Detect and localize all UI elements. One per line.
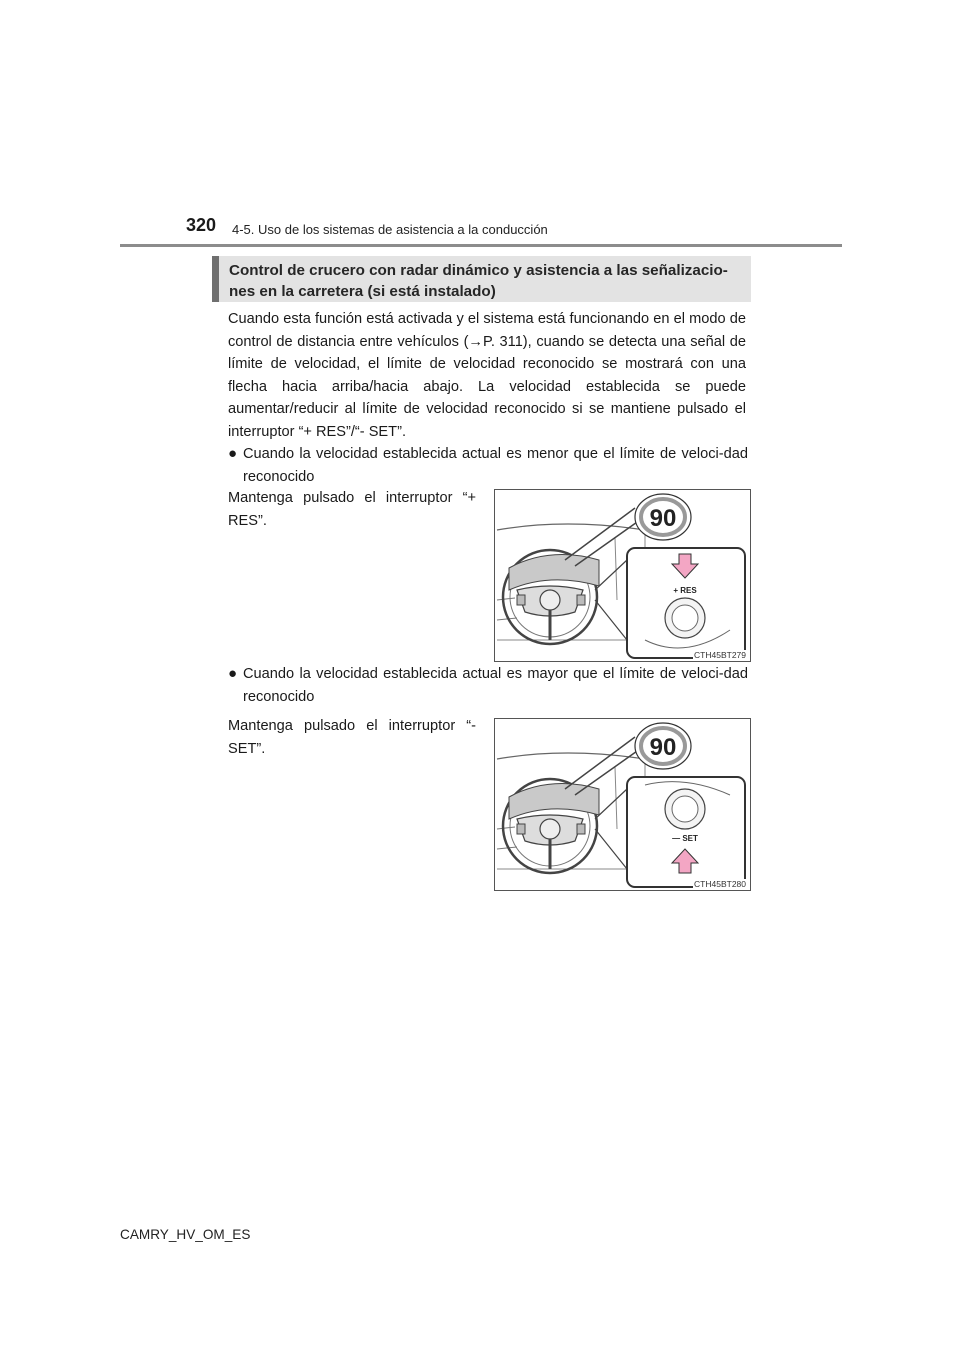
footer-doc-code: CAMRY_HV_OM_ES [120, 1227, 251, 1242]
speed-sign-value: 90 [649, 505, 677, 532]
bullet-text: Cuando la velocidad establecida actual es mayor que el límite de veloci-dad reconocido [243, 666, 748, 705]
instruction-2: Mantenga pulsado el interruptor “- SET”. [228, 718, 476, 757]
heading-line-1: Control de crucero con radar dinámico y asistencia a las señalizacio- [229, 262, 728, 279]
subsection-heading [212, 256, 751, 302]
figure-set-switch [494, 718, 751, 891]
body-paragraph: Cuando esta función está activada y el sistema está funcionando en el modo de control de distancia entre vehículos (→P. 311), cuando se detecta una señal de límite de velocidad, el límite de velocidad reconocido se mostrará con una flecha hacia arriba/hacia abajo. La velocidad establecida se puede aumentar/reducir al límite de velocidad reconocido si se mantiene pulsado el interruptor “+ RES”/“- SET”. [228, 311, 746, 440]
heading-line-2: nes en la carretera (si está instalado) [229, 283, 496, 300]
section-title: 4-5. Uso de los sistemas de asistencia a la conducción [232, 222, 548, 237]
header-rule [120, 244, 842, 247]
instruction-1: Mantenga pulsado el interruptor “+ RES”. [228, 490, 476, 529]
bullet-item-2 [228, 663, 748, 708]
bullet-icon: ● [228, 445, 238, 462]
bullet-icon: ● [228, 665, 238, 682]
bullet-item-1 [228, 443, 748, 488]
set-switch-label: — SET [672, 834, 698, 843]
speed-sign-value: 90 [649, 734, 677, 761]
res-switch-label: + RES [673, 586, 697, 595]
figure-code: CTH45BT280 [694, 879, 746, 889]
page-number: 320 [186, 215, 217, 235]
bullet-text: Cuando la velocidad establecida actual es menor que el límite de veloci-dad reconocido [243, 446, 748, 485]
figure-code: CTH45BT279 [694, 650, 746, 660]
figure-res-switch [494, 489, 751, 662]
